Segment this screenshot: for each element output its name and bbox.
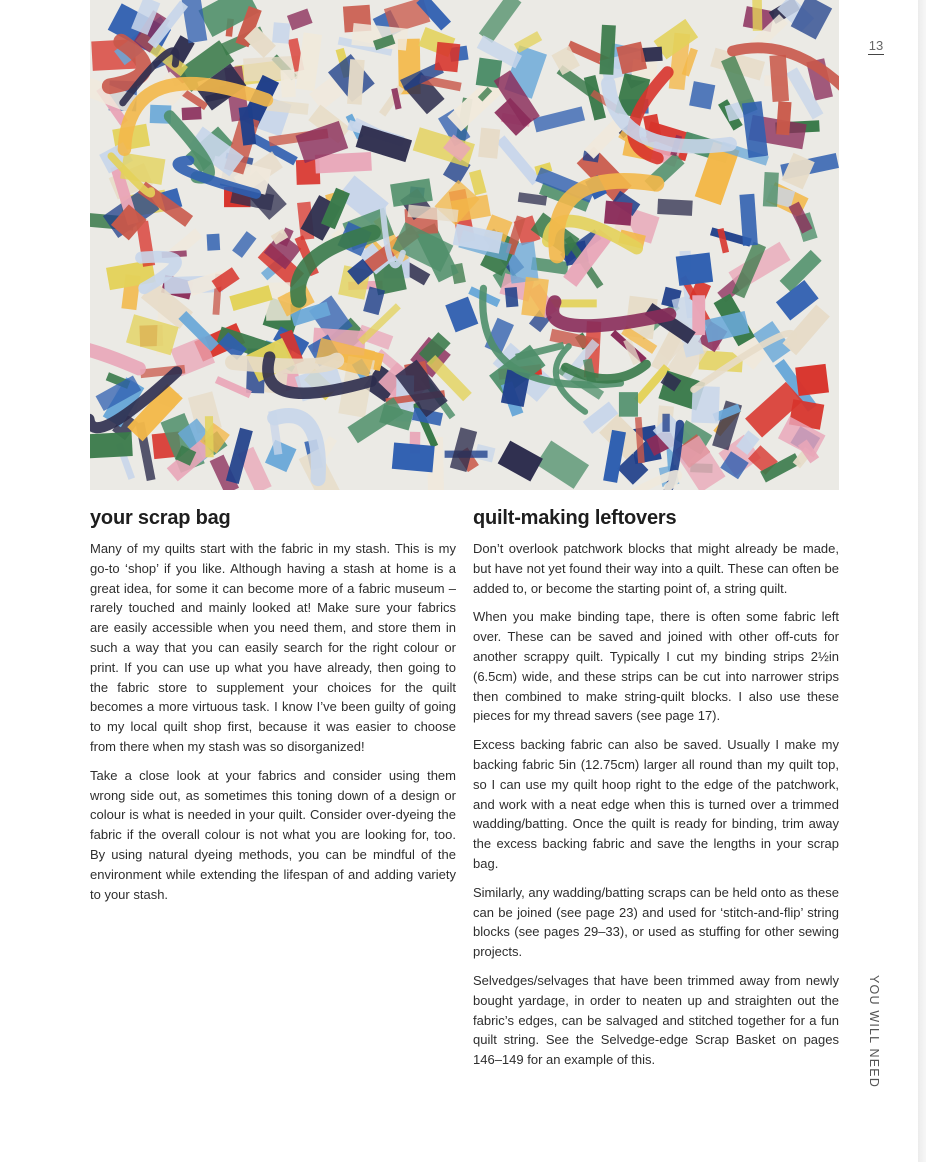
heading-scrap-bag: your scrap bag xyxy=(90,507,231,529)
fabric-scraps-photo xyxy=(90,0,839,490)
section-tab: YOU WILL NEED xyxy=(867,975,881,1089)
paragraph: Similarly, any wadding/batting scraps can be held onto as these can be joined (see page 23) and used for ‘stitch-and-flip’ string blocks (see pages 29–33), or used as stuffing for other sewing projects. xyxy=(473,884,839,960)
page-number: 13 xyxy=(868,38,884,53)
page-edge xyxy=(918,0,926,1162)
paragraph: Don’t overlook patchwork blocks that might already be made, but have not yet found their way into a quilt. These can often be added to, or become the starting point of, a string quilt. xyxy=(473,541,839,596)
paragraph: When you make binding tape, there is often some fabric left over. These can be saved and joined with other off-cuts for another scrappy quilt. Typically I cut my binding strips 2½in (6.5cm) wide, and these strips can be cut into narrower strips then combined to make string-quilt blocks. I also use these pieces for my thread savers (see page 17). xyxy=(473,609,839,724)
paragraph: Many of my quilts start with the fabric in my stash. This is my go-to ‘shop’ if you like. Although having a stash at home is a great idea, for some it can become more of a fabric museum – rarely touched and mainly looked at! Make sure your fabrics are easily accessible when you need them, and store them in such a way that you can easily search for the right colour or print. If you can use up what you have already, then going to the fabric store to supplement your choices for the quilt becomes a more virtuous task. I know I’ve been guilty of going to my local quilt shop first, because it was easier to choose from there when my stash was so disorganized! xyxy=(90,541,456,754)
left-column xyxy=(90,505,456,913)
right-column xyxy=(473,505,839,1079)
paragraph: Excess backing fabric can also be saved. Usually I make my backing fabric 5in (12.75cm) larger all round than my quilt top, so I can use my quilt hoop right to the edge of the patchwork, and work with a neat edge when this is turned over a trimmed wadding/batting. Once the quilt is ready for binding, trim away the excess backing fabric and save the lengths in your scrap bag. xyxy=(473,737,839,871)
paragraph: Selvedges/selvages that have been trimmed away from newly bought yardage, in order to neaten up and straighten out the fabric’s edges, can be salvaged and stitched together for a fun quilt string. See the Selvedge-edge Scrap Basket on pages 146–149 for an example of this. xyxy=(473,972,839,1068)
paragraph: Take a close look at your fabrics and consider using them wrong side out, as sometimes this toning down of a design or colour is what is needed in your quilt. Consider over-dyeing the fabric if the overall colour is not what you are looking for, too. By using natural dyeing methods, you can be mindful of the environment while extending the lifespan of and adding variety to your stash. xyxy=(90,767,456,902)
heading-quilt-making-leftovers: quilt-making leftovers xyxy=(473,507,677,529)
